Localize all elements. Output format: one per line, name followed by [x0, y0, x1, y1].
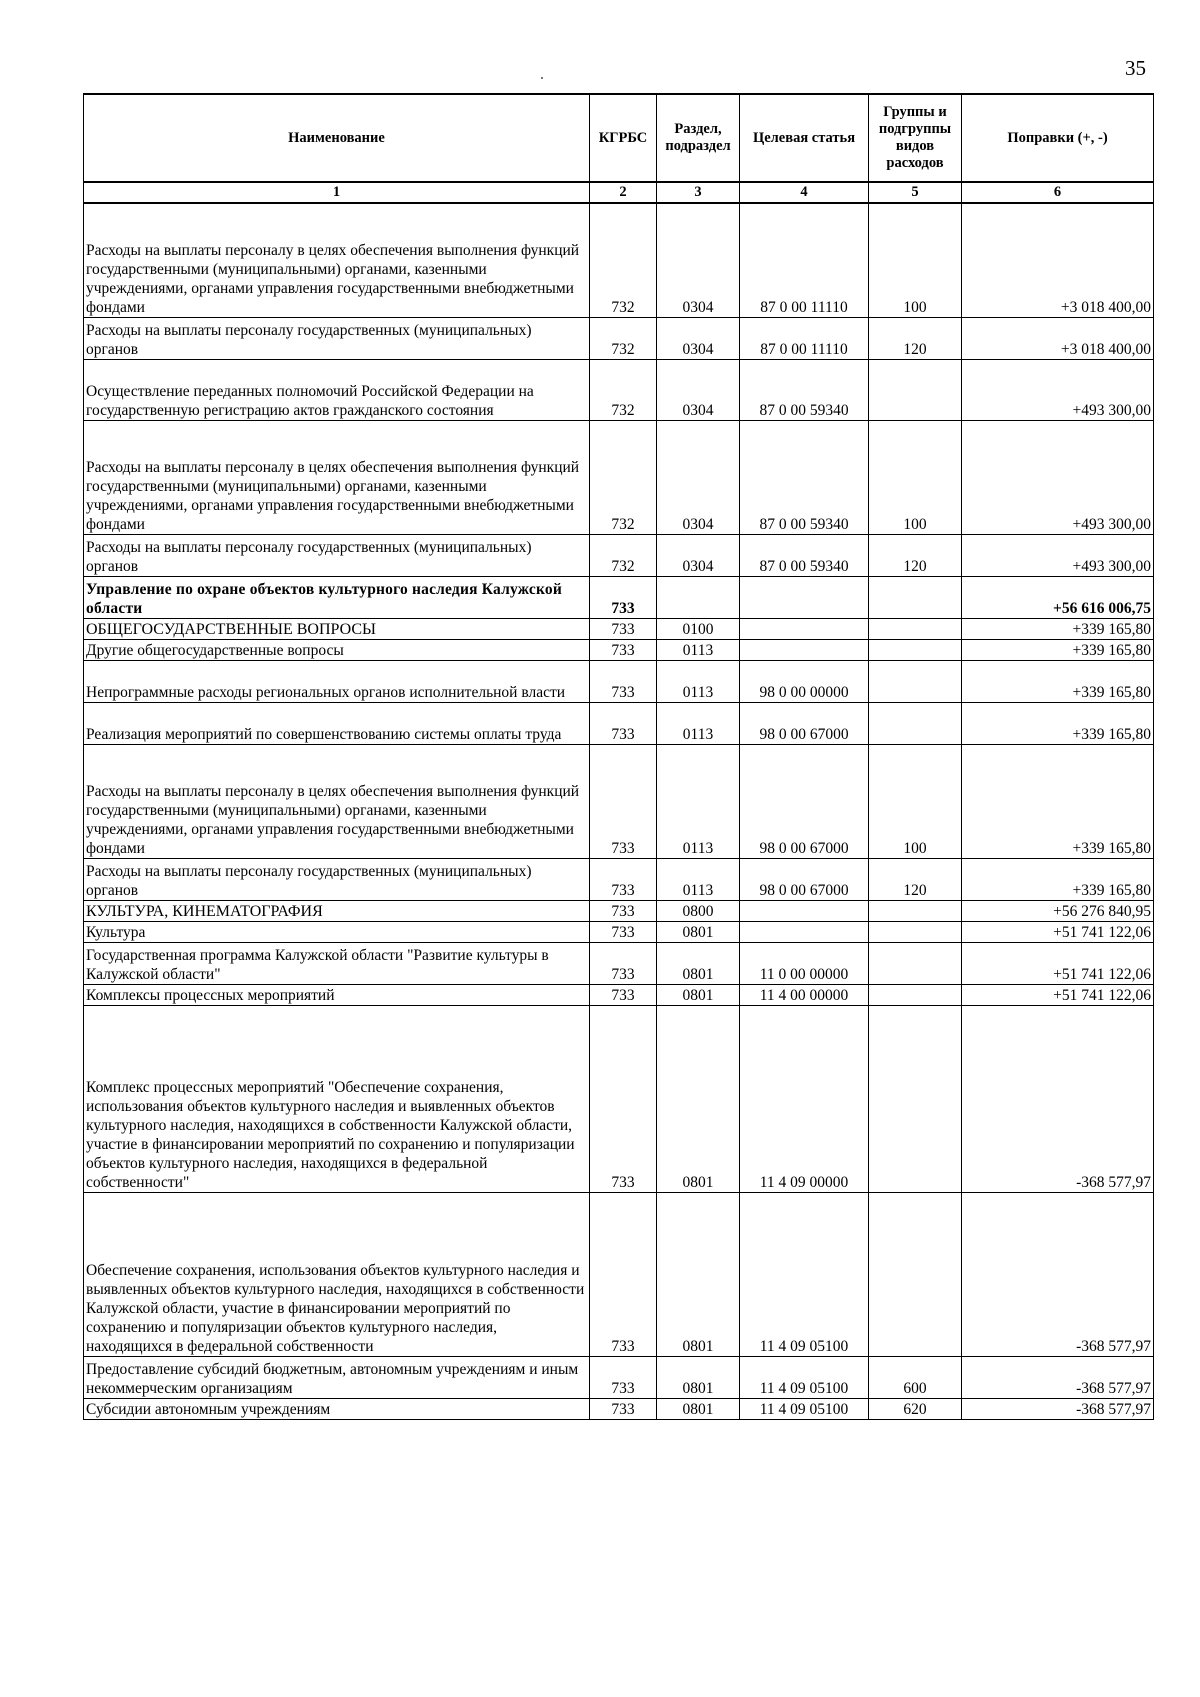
row-section — [657, 577, 740, 619]
row-amount: +51 741 122,06 — [962, 943, 1154, 985]
row-kgrbs: 733 — [590, 577, 657, 619]
row-kgrbs: 733 — [590, 943, 657, 985]
row-target: 98 0 00 67000 — [740, 745, 869, 859]
row-amount: +339 165,80 — [962, 661, 1154, 703]
row-group: 620 — [869, 1399, 962, 1420]
row-section: 0113 — [657, 745, 740, 859]
row-kgrbs: 733 — [590, 661, 657, 703]
row-name: Расходы на выплаты персоналу государственных (муниципальных) органов — [84, 318, 590, 360]
row-kgrbs: 733 — [590, 985, 657, 1006]
row-section: 0113 — [657, 640, 740, 661]
row-target: 87 0 00 59340 — [740, 360, 869, 421]
row-group — [869, 661, 962, 703]
row-section: 0801 — [657, 943, 740, 985]
row-target: 11 4 09 05100 — [740, 1357, 869, 1399]
row-name: Расходы на выплаты персоналу в целях обеспечения выполнения функций государственными (муниципальными) органами, казенными учреждениями, органами управления государственными внебюджетными фондами — [84, 203, 590, 318]
row-amount: +493 300,00 — [962, 421, 1154, 535]
row-kgrbs: 732 — [590, 535, 657, 577]
row-name: КУЛЬТУРА, КИНЕМАТОГРАФИЯ — [84, 901, 590, 922]
row-name: Комплексы процессных мероприятий — [84, 985, 590, 1006]
row-target — [740, 619, 869, 640]
row-amount: +339 165,80 — [962, 619, 1154, 640]
column-number: 3 — [657, 182, 740, 203]
column-number-row — [84, 182, 1154, 203]
table-row — [84, 703, 1154, 745]
table-row — [84, 901, 1154, 922]
row-kgrbs: 733 — [590, 1399, 657, 1420]
scan-dot — [541, 77, 543, 79]
row-group — [869, 1006, 962, 1193]
row-section: 0801 — [657, 1006, 740, 1193]
page-number: 35 — [1125, 56, 1146, 80]
row-section: 0801 — [657, 1193, 740, 1357]
column-number: 1 — [84, 182, 590, 203]
row-group: 100 — [869, 745, 962, 859]
row-name: Осуществление переданных полномочий Российской Федерации на государственную регистрацию актов гражданского состояния — [84, 360, 590, 421]
row-group — [869, 985, 962, 1006]
header-name: Наименование — [84, 94, 590, 182]
row-name: Расходы на выплаты персоналу в целях обеспечения выполнения функций государственными (муниципальными) органами, казенными учреждениями, органами управления государственными внебюджетными фондами — [84, 421, 590, 535]
row-name: Обеспечение сохранения, использования объектов культурного наследия и выявленных объектов культурного наследия, находящихся в собственности Калужской области, участие в финансировании мероприятий по сохранению и популяризации объектов культурного наследия, находящихся в федеральной собственности — [84, 1193, 590, 1357]
header-row — [84, 94, 1154, 182]
row-target: 87 0 00 11110 — [740, 203, 869, 318]
row-target — [740, 901, 869, 922]
row-target: 87 0 00 59340 — [740, 421, 869, 535]
row-group — [869, 1193, 962, 1357]
row-group: 120 — [869, 318, 962, 360]
table-row — [84, 577, 1154, 619]
row-amount: +51 741 122,06 — [962, 922, 1154, 943]
budget-amendments-table — [83, 93, 1154, 1420]
row-group: 600 — [869, 1357, 962, 1399]
table-row — [84, 943, 1154, 985]
row-amount: -368 577,97 — [962, 1399, 1154, 1420]
table-row — [84, 640, 1154, 661]
row-target — [740, 922, 869, 943]
column-number: 2 — [590, 182, 657, 203]
row-amount: -368 577,97 — [962, 1193, 1154, 1357]
table-row — [84, 661, 1154, 703]
row-group — [869, 943, 962, 985]
row-section: 0113 — [657, 661, 740, 703]
row-amount: +3 018 400,00 — [962, 318, 1154, 360]
row-amount: +56 276 840,95 — [962, 901, 1154, 922]
row-name: Государственная программа Калужской области "Развитие культуры в Калужской области" — [84, 943, 590, 985]
row-kgrbs: 733 — [590, 1357, 657, 1399]
row-section: 0304 — [657, 360, 740, 421]
row-kgrbs: 733 — [590, 703, 657, 745]
row-name: Предоставление субсидий бюджетным, автономным учреждениям и иным некоммерческим организациям — [84, 1357, 590, 1399]
row-name: Управление по охране объектов культурного наследия Калужской области — [84, 577, 590, 619]
row-group — [869, 640, 962, 661]
row-kgrbs: 733 — [590, 1193, 657, 1357]
header-expense-groups: Группы и подгруппы видов расходов — [869, 94, 962, 182]
table-row — [84, 1357, 1154, 1399]
row-section: 0801 — [657, 922, 740, 943]
row-section: 0800 — [657, 901, 740, 922]
row-section: 0801 — [657, 985, 740, 1006]
table-row — [84, 859, 1154, 901]
row-section: 0113 — [657, 703, 740, 745]
row-kgrbs: 733 — [590, 619, 657, 640]
table-row — [84, 922, 1154, 943]
row-name: Культура — [84, 922, 590, 943]
row-amount: +56 616 006,75 — [962, 577, 1154, 619]
row-name: Непрограммные расходы региональных органов исполнительной власти — [84, 661, 590, 703]
column-number: 6 — [962, 182, 1154, 203]
row-section: 0304 — [657, 203, 740, 318]
row-target: 11 0 00 00000 — [740, 943, 869, 985]
row-target — [740, 577, 869, 619]
row-amount: +339 165,80 — [962, 745, 1154, 859]
row-amount: -368 577,97 — [962, 1357, 1154, 1399]
row-kgrbs: 733 — [590, 640, 657, 661]
row-kgrbs: 732 — [590, 421, 657, 535]
row-group — [869, 703, 962, 745]
row-kgrbs: 733 — [590, 901, 657, 922]
row-group — [869, 577, 962, 619]
row-amount: +339 165,80 — [962, 703, 1154, 745]
row-group: 120 — [869, 535, 962, 577]
row-kgrbs: 732 — [590, 318, 657, 360]
row-name: Расходы на выплаты персоналу государственных (муниципальных) органов — [84, 859, 590, 901]
row-group: 120 — [869, 859, 962, 901]
row-group — [869, 922, 962, 943]
row-name: Расходы на выплаты персоналу в целях обеспечения выполнения функций государственными (муниципальными) органами, казенными учреждениями, органами управления государственными внебюджетными фондами — [84, 745, 590, 859]
table-row — [84, 203, 1154, 318]
row-target: 11 4 00 00000 — [740, 985, 869, 1006]
row-amount: +51 741 122,06 — [962, 985, 1154, 1006]
row-target: 11 4 09 05100 — [740, 1193, 869, 1357]
row-target: 98 0 00 67000 — [740, 703, 869, 745]
table-row — [84, 535, 1154, 577]
table-row — [84, 1399, 1154, 1420]
row-name: ОБЩЕГОСУДАРСТВЕННЫЕ ВОПРОСЫ — [84, 619, 590, 640]
row-kgrbs: 733 — [590, 1006, 657, 1193]
row-target — [740, 640, 869, 661]
row-name: Расходы на выплаты персоналу государственных (муниципальных) органов — [84, 535, 590, 577]
table-row — [84, 985, 1154, 1006]
header-amendments: Поправки (+, -) — [962, 94, 1154, 182]
row-target: 87 0 00 11110 — [740, 318, 869, 360]
row-kgrbs: 733 — [590, 745, 657, 859]
row-amount: -368 577,97 — [962, 1006, 1154, 1193]
column-number: 4 — [740, 182, 869, 203]
row-kgrbs: 733 — [590, 859, 657, 901]
table-row — [84, 745, 1154, 859]
row-target: 11 4 09 00000 — [740, 1006, 869, 1193]
row-group — [869, 619, 962, 640]
table-row — [84, 1006, 1154, 1193]
row-name: Комплекс процессных мероприятий "Обеспечение сохранения, использования объектов культурного наследия и выявленных объектов культурного наследия, находящихся в собственности Калужской области, участие в финансировании мероприятий по сохранению и популяризации объектов культурного наследия, находящихся в федеральной собственности" — [84, 1006, 590, 1193]
header-kgrbs: КГРБС — [590, 94, 657, 182]
table-row — [84, 421, 1154, 535]
row-amount: +3 018 400,00 — [962, 203, 1154, 318]
column-number: 5 — [869, 182, 962, 203]
row-group — [869, 901, 962, 922]
row-section: 0304 — [657, 318, 740, 360]
row-section: 0304 — [657, 535, 740, 577]
row-target: 98 0 00 67000 — [740, 859, 869, 901]
header-target: Целевая статья — [740, 94, 869, 182]
row-section: 0113 — [657, 859, 740, 901]
row-amount: +339 165,80 — [962, 640, 1154, 661]
row-amount: +493 300,00 — [962, 360, 1154, 421]
row-section: 0801 — [657, 1357, 740, 1399]
table-row — [84, 318, 1154, 360]
row-target: 11 4 09 05100 — [740, 1399, 869, 1420]
row-section: 0304 — [657, 421, 740, 535]
row-amount: +493 300,00 — [962, 535, 1154, 577]
row-kgrbs: 732 — [590, 203, 657, 318]
row-group: 100 — [869, 421, 962, 535]
row-name: Субсидии автономным учреждениям — [84, 1399, 590, 1420]
row-group: 100 — [869, 203, 962, 318]
table-row — [84, 360, 1154, 421]
row-target: 87 0 00 59340 — [740, 535, 869, 577]
row-group — [869, 360, 962, 421]
row-name: Другие общегосударственные вопросы — [84, 640, 590, 661]
row-section: 0801 — [657, 1399, 740, 1420]
row-name: Реализация мероприятий по совершенствованию системы оплаты труда — [84, 703, 590, 745]
row-target: 98 0 00 00000 — [740, 661, 869, 703]
table-row — [84, 619, 1154, 640]
table-row — [84, 1193, 1154, 1357]
row-kgrbs: 733 — [590, 922, 657, 943]
row-kgrbs: 732 — [590, 360, 657, 421]
header-section: Раздел, подраздел — [657, 94, 740, 182]
row-amount: +339 165,80 — [962, 859, 1154, 901]
row-section: 0100 — [657, 619, 740, 640]
